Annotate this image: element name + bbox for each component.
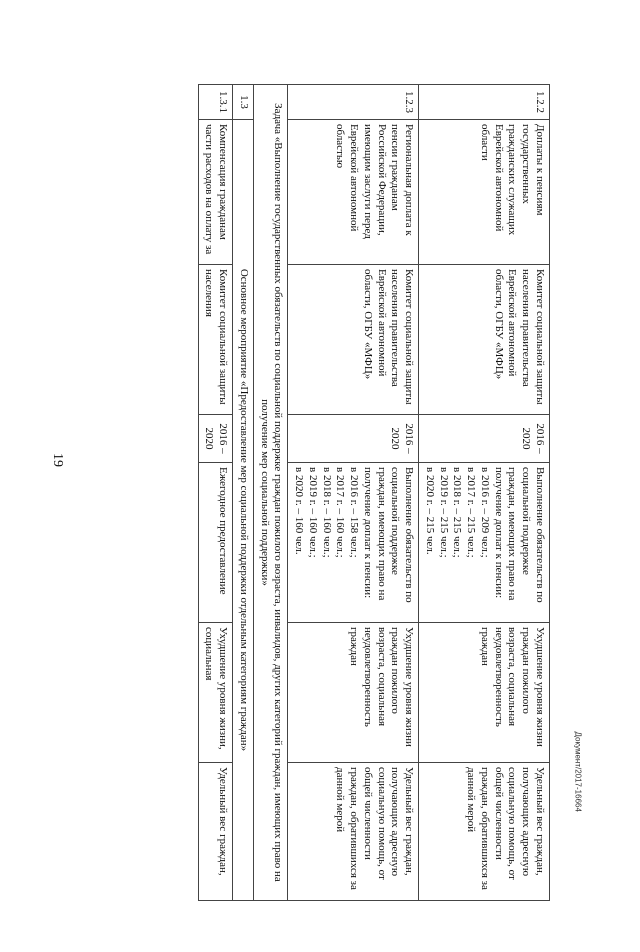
document-id: Документ/2017-16664 — [573, 731, 583, 812]
expected-result-line: в 2020 г. – 160 чел. — [293, 467, 306, 555]
measure-name: Компенсация гражданам части расходов на оплату за — [198, 120, 233, 265]
table-row — [288, 85, 419, 901]
row-number: 1.2.3 — [288, 85, 419, 120]
expected-result: Ежегодное предоставление — [198, 463, 233, 623]
task-row — [254, 85, 289, 901]
expected-result-line: в 2020 г. – 215 чел. — [424, 467, 436, 555]
years: 2016 – 2020 — [288, 415, 419, 463]
main-event-text: Основное мероприятие «Предоставление мер социальной поддержки отдельным категориям граждан» — [233, 120, 254, 901]
consequences: Ухудшение уровня жизни граждан пожилого возраста, социальная неудовлетворенность граждан — [419, 623, 550, 763]
indicator: Удельный вес граждан, — [198, 763, 233, 901]
main-event-number: 1.3 — [233, 85, 254, 120]
expected-result-line: в 2016 г. – 158 чел.; — [348, 467, 361, 558]
task-text: Задача «Выполнение государственных обязательств по социальной поддержке граждан пожилого возраста, инвалидов, других категорий граждан, имеющих право на получение мер социальной поддержки» — [254, 85, 289, 901]
executor: Комитет социальной защиты населения правительства Еврейской автономной области, ОГБУ «МФЦ» — [419, 265, 550, 415]
expected-result-line: в 2018 г. – 215 чел.; — [451, 467, 464, 558]
expected-result-line: в 2019 г. – 215 чел.; — [437, 467, 450, 558]
row-number: 1.2.2 — [419, 85, 550, 120]
measure-name: Доплаты к пенсиям государственных гражданских служащих Еврейской автономной области — [419, 120, 550, 265]
rotated-table-wrapper — [92, 84, 550, 900]
table-row — [198, 85, 233, 901]
row-number: 1.3.1 — [198, 85, 233, 120]
expected-result-line: в 2017 г. – 215 чел.; — [465, 467, 478, 558]
years: 2016 – 2020 — [419, 415, 550, 463]
expected-result — [288, 463, 419, 623]
indicator: Удельный вес граждан, получающих адресную социальную помощь, от общей численности граждан, обратившихся за данной мерой — [288, 763, 419, 901]
expected-result-line: в 2017 г. – 160 чел.; — [334, 467, 347, 558]
expected-result-line: в 2016 г. – 209 чел.; — [479, 467, 491, 558]
table-row — [419, 85, 550, 901]
page-number: 19 — [50, 453, 65, 467]
consequences: Ухудшение уровня жизни, социальная — [198, 623, 233, 763]
expected-result-line: Выполнение обязательств по социальной поддержке граждан, имеющих право на получение доплат к пенсии: — [492, 467, 546, 603]
years: 2016 – 2020 — [198, 415, 233, 463]
indicator: Удельный вес граждан, получающих адресную социальную помощь, от общей численности граждан, обратившихся за данной мерой — [419, 763, 550, 901]
executor: Комитет социальной защиты населения — [198, 265, 233, 415]
consequences: Ухудшение уровня жизни граждан пожилого возраста, социальная неудовлетворенность граждан — [288, 623, 419, 763]
main-event-row — [233, 85, 254, 901]
executor: Комитет социальной защиты населения правительства Еврейской автономной области, ОГБУ «МФЦ» — [288, 265, 419, 415]
expected-result-line: Выполнение обязательств по социальной поддержке граждан, имеющих право на получение доплат к пенсии: — [362, 467, 416, 603]
measure-name: Региональная доплата к пенсии гражданам Российской Федерации, имеющим заслуги перед Еврейской автономной областью — [288, 120, 419, 265]
expected-result-line: в 2019 г. – 160 чел.; — [307, 467, 319, 558]
expected-result — [419, 463, 550, 623]
measures-table — [198, 84, 550, 901]
expected-result-line: в 2018 г. – 160 чел.; — [320, 467, 333, 558]
